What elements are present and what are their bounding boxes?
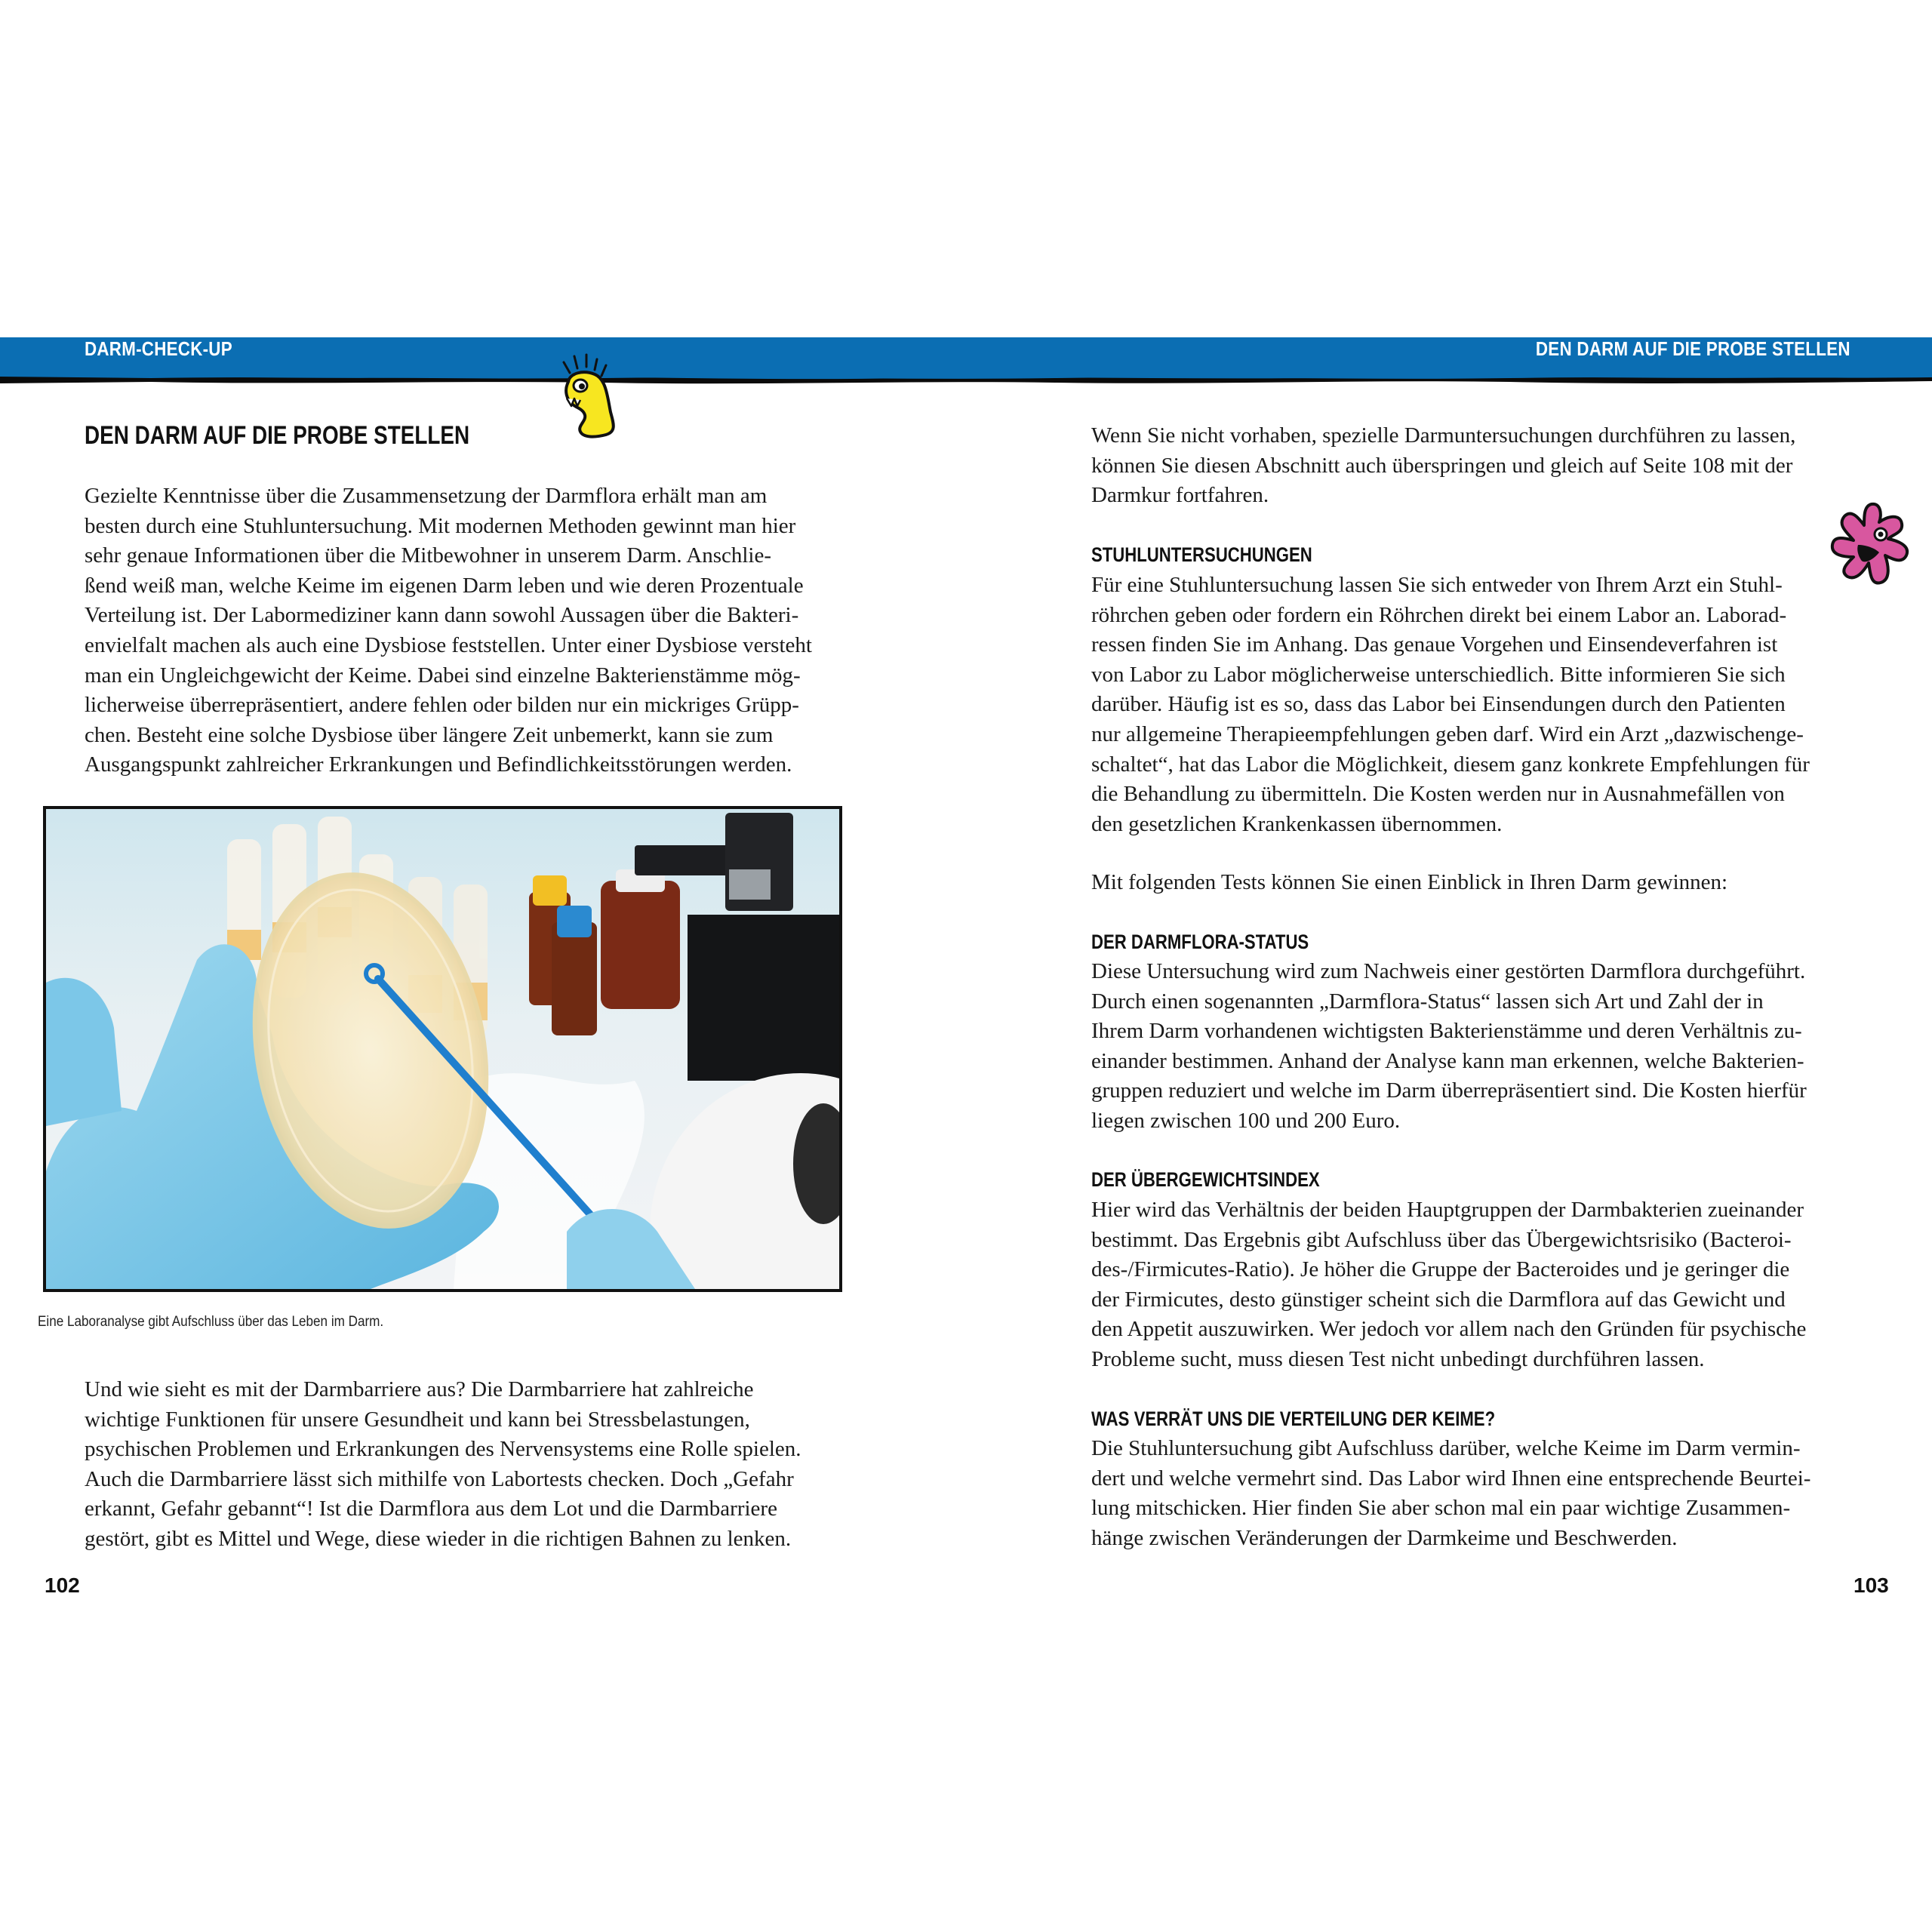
text-line: darüber. Häufig ist es so, dass das Labor bei Einsendungen durch den Patienten xyxy=(1091,692,1786,717)
text-line: dert und welche vermehrt sind. Das Labor wird Ihnen eine entsprechende Beurtei- xyxy=(1091,1466,1811,1491)
page-number-left: 102 xyxy=(45,1574,80,1597)
text-line: Gezielte Kenntnisse über die Zusammensetzung der Darmflora erhält man am xyxy=(85,484,768,508)
right-intro-paragraph xyxy=(1091,421,1795,511)
text-line: Durch einen sogenannten „Darmflora-Status“ lassen sich Art und Zahl der in xyxy=(1091,989,1764,1014)
text-line: man ein Ungleichgewicht der Keime. Dabei sind einzelne Bakterienstämme mög- xyxy=(85,663,801,688)
text-line: ressen finden Sie im Anhang. Das genaue Vorgehen und Einsendeverfahren ist xyxy=(1091,632,1778,657)
text-line: Auch die Darmbarriere lässt sich mithilfe von Labortests checken. Doch „Gefahr xyxy=(85,1466,794,1491)
text-line: Für eine Stuhluntersuchung lassen Sie sich entweder von Ihrem Arzt ein Stuhl- xyxy=(1091,573,1783,597)
text-line: Darmkur fortfahren. xyxy=(1091,483,1269,508)
text-line: des-/Firmicutes-Ratio). Je höher die Gruppe der Bacteroides und je geringer die xyxy=(1091,1257,1790,1282)
text-line: Die Stuhluntersuchung gibt Aufschluss darüber, welche Keime im Darm vermin- xyxy=(1091,1436,1801,1460)
text-line: die Behandlung zu übermitteln. Die Kosten werden nur in Ausnahmefällen von xyxy=(1091,782,1785,807)
text-line: hänge zwischen Veränderungen der Darmkeime und Beschwerden. xyxy=(1091,1525,1678,1550)
section-heading-darmflora-status: DER DARMFLORA-STATUS xyxy=(1091,931,1309,953)
photo-caption: Eine Laboranalyse gibt Aufschluss über das Leben im Darm. xyxy=(38,1314,384,1330)
banner-torn-edge xyxy=(0,374,1932,387)
yellow-germ-mascot-icon xyxy=(553,352,636,442)
text-line: Probleme sucht, muss diesen Test nicht unbedingt durchführen lassen. xyxy=(1091,1346,1705,1371)
text-line: licherweise überrepräsentiert, andere fehlen oder bilden nur ein mickriges Grüpp- xyxy=(85,693,799,718)
section-body-uebergewichtsindex xyxy=(1091,1195,1806,1375)
text-line: können Sie diesen Abschnitt auch überspringen und gleich auf Seite 108 mit der xyxy=(1091,453,1793,478)
text-line: Verteilung ist. Der Labormediziner kann dann sowohl Aussagen über die Bakteri- xyxy=(85,603,799,628)
page-number-right: 103 xyxy=(1854,1574,1889,1597)
text-line: liegen zwischen 100 und 200 Euro. xyxy=(1091,1108,1401,1133)
text-line: von Labor zu Labor möglicherweise unterschiedlich. Bitte informieren Sie sich xyxy=(1091,662,1786,687)
text-line: nur allgemeine Therapieempfehlungen geben darf. Wird ein Arzt „dazwischenge- xyxy=(1091,721,1804,746)
text-line: envielfalt machen als auch eine Dysbiose feststellen. Unter einer Dysbiose versteht xyxy=(85,632,812,657)
text-line: bestimmt. Das Ergebnis gibt Aufschluss über das Übergewichtsrisiko (Bacteroi- xyxy=(1091,1227,1792,1252)
text-line: besten durch eine Stuhluntersuchung. Mit modernen Methoden gewinnt man hier xyxy=(85,513,796,538)
running-head-left: DARM-CHECK-UP xyxy=(85,337,232,360)
running-head-right: DEN DARM AUF DIE PROBE STELLEN xyxy=(1536,337,1850,360)
text-line: Ihrem Darm vorhandenen wichtigsten Bakterienstämme und deren Verhältnis zu- xyxy=(1091,1019,1802,1044)
text-line: den gesetzlichen Krankenkassen übernommen. xyxy=(1091,811,1503,836)
text-line: wichtige Funktionen für unsere Gesundheit und kann bei Stressbelastungen, xyxy=(85,1407,750,1432)
text-line: schaltet“, hat das Labor die Möglichkeit, diesem ganz konkrete Empfehlungen für xyxy=(1091,752,1810,777)
section-heading-uebergewichtsindex: DER ÜBERGEWICHTSINDEX xyxy=(1091,1168,1320,1191)
text-line: den Appetit auszuwirken. Wer jedoch vor allem nach den Gründen für psychische xyxy=(1091,1317,1807,1342)
text-line: Und wie sieht es mit der Darmbarriere aus? Die Darmbarriere hat zahlreiche xyxy=(85,1377,754,1401)
section-body-stuhluntersuchungen xyxy=(1091,571,1810,839)
text-line: ßend weiß man, welche Keime im eigenen Darm leben und wie deren Prozentuale xyxy=(85,573,804,598)
text-line: Ausgangspunkt zahlreicher Erkrankungen und Befindlichkeitsstörungen werden. xyxy=(85,752,792,777)
tests-intro-paragraph xyxy=(1091,868,1727,898)
text-line: gruppen reduziert und welche im Darm überrepräsentiert sind. Die Kosten hierfür xyxy=(1091,1078,1807,1103)
text-line: sehr genaue Informationen über die Mitbewohner in unserem Darm. Anschlie- xyxy=(85,543,771,568)
lab-photo-illustration xyxy=(46,809,839,1289)
lab-photo xyxy=(43,806,842,1292)
pink-germ-mascot-icon xyxy=(1826,498,1917,589)
text-line: Mit folgenden Tests können Sie einen Einblick in Ihren Darm gewinnen: xyxy=(1091,870,1728,894)
text-line: Diese Untersuchung wird zum Nachweis einer gestörten Darmflora durchgeführt. xyxy=(1091,959,1806,983)
text-line: Wenn Sie nicht vorhaben, spezielle Darmuntersuchungen durchführen zu lassen, xyxy=(1091,423,1796,448)
text-line: lung mitschicken. Hier finden Sie aber schon mal ein paar wichtige Zusammen- xyxy=(1091,1496,1791,1521)
text-line: Hier wird das Verhältnis der beiden Hauptgruppen der Darmbakterien zueinander xyxy=(1091,1198,1804,1222)
page-title: DEN DARM AUF DIE PROBE STELLEN xyxy=(85,421,470,450)
text-line: der Firmicutes, desto günstiger scheint sich die Darmflora auf das Gewicht und xyxy=(1091,1287,1786,1312)
text-line: psychischen Problemen und Erkrankungen des Nervensystems eine Rolle spielen. xyxy=(85,1437,801,1462)
text-line: erkannt, Gefahr gebannt“! Ist die Darmflora aus dem Lot und die Darmbarriere xyxy=(85,1497,777,1521)
section-body-darmflora-status xyxy=(1091,957,1807,1137)
text-line: röhrchen geben oder fordern ein Röhrchen direkt bei einem Labor an. Laborad- xyxy=(1091,602,1787,627)
text-line: einander bestimmen. Anhand der Analyse kann man erkennen, welche Bakterien- xyxy=(1091,1048,1804,1073)
section-body-verteilung-der-keime xyxy=(1091,1434,1810,1553)
left-barrier-paragraph xyxy=(85,1375,801,1555)
text-line: chen. Besteht eine solche Dysbiose über längere Zeit unbemerkt, kann sie zum xyxy=(85,722,774,747)
text-line: gestört, gibt es Mittel und Wege, diese wieder in die richtigen Bahnen zu lenken. xyxy=(85,1526,792,1551)
left-intro-paragraph xyxy=(85,481,812,780)
section-heading-stuhluntersuchungen: STUHLUNTERSUCHUNGEN xyxy=(1091,543,1312,566)
section-heading-verteilung-der-keime: WAS VERRÄT UNS DIE VERTEILUNG DER KEIME? xyxy=(1091,1407,1496,1430)
